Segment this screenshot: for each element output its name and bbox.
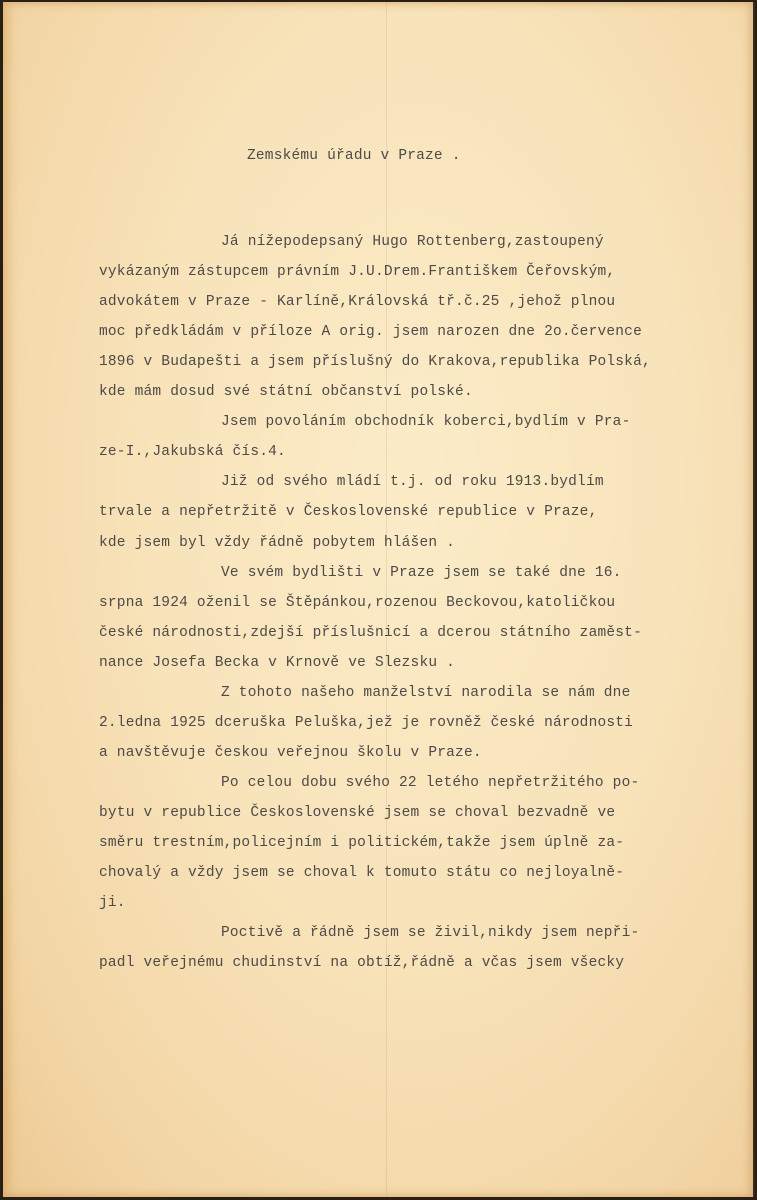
document-line: směru trestním,policejním i politickém,takže jsem úplně za-: [99, 835, 625, 851]
document-line: kde jsem byl vždy řádně pobytem hlášen .: [99, 534, 456, 551]
document-line: trvale a nepřetržitě v Československé republice v Praze,: [99, 504, 598, 521]
document-line: vykázaným zástupcem právním J.U.Drem.Františkem Čeřovským,: [99, 264, 616, 281]
document-line: advokátem v Praze - Karlíně,Královská tř.č.25 ,jehož plnou: [99, 294, 616, 311]
document-line: chovalý a vždy jsem se choval k tomuto státu co nejloyalně-: [99, 865, 625, 882]
document-line: srpna 1924 oženil se Štěpánkou,rozenou Beckovou,katoličkou: [99, 594, 616, 611]
document-line: ji.: [99, 895, 126, 912]
document-line: ze-I.,Jakubská čís.4.: [99, 444, 286, 461]
document-line: Poctivě a řádně jsem se živil,nikdy jsem nepři-: [221, 925, 640, 942]
document-line: Již od svého mládí t.j. od roku 1913.bydlím: [221, 474, 604, 491]
document-page: [3, 2, 755, 1197]
document-line: Jsem povoláním obchodník koberci,bydlím v Pra-: [221, 414, 631, 431]
document-line: moc předkládám v příloze A orig. jsem narozen dne 2o.července: [99, 324, 642, 341]
document-line: kde mám dosud své státní občanství polské.: [99, 384, 473, 401]
document-line: padl veřejnému chudinství na obtíž,řádně a včas jsem všecky: [99, 955, 625, 972]
document-line: Z tohoto našeho manželství narodila se nám dne: [221, 684, 631, 701]
document-line: bytu v republice Československé jsem se choval bezvadně ve: [99, 804, 616, 821]
document-line: Po celou dobu svého 22 letého nepřetržitého po-: [221, 774, 640, 791]
document-line: české národnosti,zdejší příslušnicí a dcerou státního zaměst-: [99, 624, 642, 641]
document-line: Já nížepodepsaný Hugo Rottenberg,zastoupený: [221, 234, 604, 250]
document-heading: Zemskému úřadu v Praze .: [247, 148, 461, 164]
document-line: 1896 v Budapešti a jsem příslušný do Krakova,republika Polská,: [99, 354, 651, 371]
document-line: nance Josefa Becka v Krnově ve Slezsku .: [99, 654, 456, 671]
document-line: a navštěvuje českou veřejnou školu v Praze.: [99, 744, 482, 761]
document-line: 2.ledna 1925 dceruška Peluška,jež je rovněž české národnosti: [99, 714, 634, 731]
document-line: Ve svém bydlišti v Praze jsem se také dne 16.: [221, 564, 622, 581]
